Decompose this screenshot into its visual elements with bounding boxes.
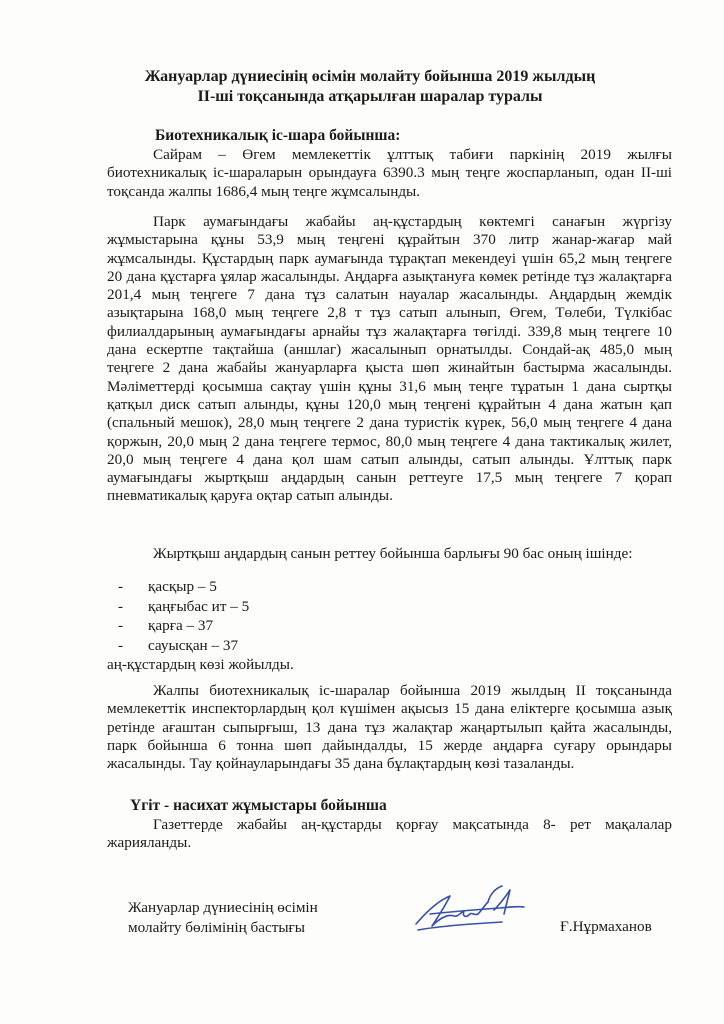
signatory-title: [128, 898, 388, 938]
handwritten-signature: [410, 880, 540, 940]
title-line-1: Жануарлар дүниесінің өсімін молайту бойынша 2019 жылдың: [144, 68, 596, 85]
signatory-name: Ғ.Нұрмаханов: [560, 918, 652, 935]
predator-list: [118, 577, 249, 655]
document-title: [100, 67, 640, 107]
title-line-2: ІІ-ші тоқсанында атқарылған шаралар туралы: [197, 88, 543, 105]
paragraph-outreach: [107, 816, 672, 853]
section-heading-biotechnical: Биотехникалық іс-шара бойынша:: [155, 127, 401, 144]
paragraph-text: Жыртқыш аңдардың санын реттеу бойынша барлығы 90 бас оның ішінде:: [153, 545, 633, 562]
list-item: [118, 597, 249, 617]
signatory-title-line-2: молайту бөлімінің бастығы: [128, 919, 305, 936]
list-item: [118, 577, 249, 597]
paragraph-budget: [107, 146, 672, 201]
paragraph-text: Жалпы биотехникалық іс-шаралар бойынша 2019 жылдың ІІ тоқсанында мемлекеттік инспекторлардың қол күшімен ақысыз 15 дана еліктерге қосымша азық ретінде ағаштан сыпырғыш, 13 дана тұз жалақтар жаңартылып қайта жасалынды, парк бойынша 6 тонна шөп дайындалды, 15 жерде аңдарға суғару орындары жасалынды. Тау қойнауларындағы 35 дана бұлақтардың көзі тазаланды.: [107, 682, 672, 773]
list-dash: -: [118, 597, 124, 615]
list-item: [118, 616, 249, 636]
paragraph-summary: [107, 682, 672, 773]
list-item: [118, 636, 249, 656]
paragraph-text: Сайрам – Өгем мемлекеттік ұлттық табиғи паркінің 2019 жылғы биотехникалық іс-шараларын орындауға 6390.3 мың теңге жоспарланып, одан ІІ-ші тоқсанда жалпы 1686,4 мың теңге жұмсалынды.: [107, 146, 672, 200]
list-item-text: қасқыр – 5: [148, 578, 217, 595]
list-dash: -: [118, 636, 124, 654]
signatory-title-line-1: Жануарлар дүниесінің өсімін: [128, 899, 318, 916]
list-item-text: сауысқан – 37: [148, 636, 239, 654]
list-dash: -: [118, 617, 124, 634]
list-conclusion: аң-құстардың көзі жойылды.: [107, 656, 294, 673]
paragraph-activities: [107, 213, 672, 506]
paragraph-text: Парк аумағындағы жабайы аң-құстардың көктемгі санағын жүргізу жұмыстарына құны 53,9 мың теңгені құрайтын 370 литр жанар-жағар май жұмсалынды. Құстардың парк аумағында тұрақтап мекендеуі үшін 65,2 мың теңгеге 20 дана құстарға ұялар жасалынды. Аңдарға азықтануға көмек ретінде тұз жалақтарға 201,4 мың теңгеге 7 дана тұз салатын науалар жасалынды. Аңдардың жемдік азықтарына 168,0 мың теңгеге 2,8 т тұз сатып алынып, Өгем, Төлеби, Түлкібас филиалдарының аумағындағы арнайы тұз жалақтарға төгілді. 339,8 мың теңгеге 10 дана ескертпе тақтайша (аншлаг) жасалынып орнатылды. Сондай-ақ 485,0 мың теңгеге 2 дана жабайы жануарларға қыста шөп жинайтын бастырма жасалынды. Мәліметтерді қосымша сақтау үшін құны 31,6 мың теңге тұратын 1 дана сыртқы қатқыл диск сатып алынды, құны 120,0 мың теңгені құрайтын 4 дана жатын қап (спальный мешок), 28,0 мың теңгеге 2 дана туристік күрек, 56,0 мың теңгеге 4 дана қоржын, 20,0 мың 2 дана теңгеге термос, 80,0 мың теңгеге 4 дана тактикалық жилет, 20,0 мың теңгеге 4 дана қол шам сатып алынды, сатып алынды. Ұлттық парк аумағындағы жыртқыш аңдардың санын реттеуге 17,5 мың теңгеге 7 қорап пневматикалық қаруға оқтар сатып алынды.: [107, 213, 672, 505]
paragraph-text: Газеттерде жабайы аң-құстарды қорғау мақсатында 8- рет мақалалар жарияланды.: [107, 816, 672, 852]
section-heading-outreach: Үгіт - насихат жұмыстары бойынша: [130, 797, 387, 814]
list-item-text: қарға – 37: [148, 617, 214, 634]
list-dash: -: [118, 578, 124, 595]
list-item-text: қаңғыбас ит – 5: [148, 597, 250, 615]
paragraph-predators-intro: [107, 545, 672, 563]
